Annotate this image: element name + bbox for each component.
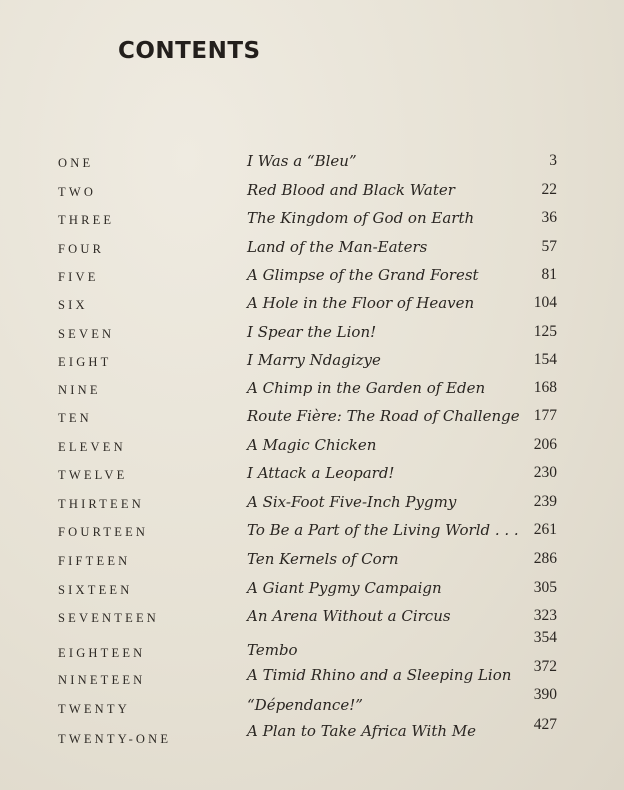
chapter-number: TWENTY [58, 702, 130, 716]
chapter-number: FIVE [58, 270, 99, 284]
chapter-page: 261 [533, 521, 557, 538]
toc-row [0, 238, 624, 262]
chapter-title: Land of the Man-Eaters [247, 238, 428, 256]
chapter-title: I Marry Ndagizye [247, 351, 381, 369]
chapter-page: 305 [533, 579, 557, 596]
toc-row [0, 152, 624, 176]
chapter-title: Ten Kernels of Corn [247, 550, 399, 568]
chapter-title: Route Fière: The Road of Challenge [247, 407, 520, 425]
chapter-page: 125 [533, 323, 557, 340]
chapter-page: 177 [533, 407, 557, 424]
toc-row [0, 521, 624, 545]
chapter-number: NINETEEN [58, 673, 146, 687]
toc-row [0, 407, 624, 431]
chapter-number: SIX [58, 298, 88, 312]
chapter-title: Red Blood and Black Water [247, 181, 455, 199]
chapter-page: 286 [533, 550, 557, 567]
toc-row [0, 716, 624, 746]
chapter-number: TEN [58, 411, 92, 425]
chapter-page: 36 [541, 209, 557, 226]
toc-row [0, 658, 624, 690]
toc-row [0, 464, 624, 488]
chapter-number: SEVENTEEN [58, 611, 160, 625]
toc-row [0, 493, 624, 517]
chapter-number: ELEVEN [58, 440, 126, 454]
toc-row [0, 379, 624, 403]
toc-row [0, 266, 624, 290]
chapter-number: TWELVE [58, 468, 128, 482]
chapter-page: 22 [541, 181, 557, 198]
toc-row [0, 629, 624, 661]
chapter-title: I Spear the Lion! [247, 323, 377, 341]
chapter-title: An Arena Without a Circus [247, 607, 451, 625]
chapter-title: I Attack a Leopard! [247, 464, 395, 482]
chapter-title: To Be a Part of the Living World . . . [247, 521, 519, 539]
toc-row [0, 351, 624, 375]
chapter-title: A Plan to Take Africa With Me [247, 722, 477, 740]
chapter-page: 427 [533, 716, 557, 733]
toc-row [0, 181, 624, 205]
chapter-number: NINE [58, 383, 101, 397]
chapter-title: A Giant Pygmy Campaign [247, 579, 442, 597]
chapter-number: SIXTEEN [58, 583, 133, 597]
toc-row [0, 323, 624, 347]
chapter-number: TWO [58, 185, 97, 199]
chapter-number: THREE [58, 213, 115, 227]
chapter-page: 390 [533, 686, 557, 703]
toc-row [0, 550, 624, 574]
toc-row [0, 436, 624, 460]
chapter-page: 372 [533, 658, 557, 675]
chapter-title: A Six-Foot Five-Inch Pygmy [247, 493, 457, 511]
chapter-page: 104 [533, 294, 557, 311]
chapter-page: 323 [533, 607, 557, 624]
chapter-page: 81 [541, 266, 557, 283]
chapter-title: A Hole in the Floor of Heaven [247, 294, 475, 312]
chapter-page: 239 [533, 493, 557, 510]
chapter-title: I Was a “Bleu” [247, 152, 357, 170]
toc-row [0, 209, 624, 233]
chapter-title: The Kingdom of God on Earth [247, 209, 475, 227]
chapter-title: A Magic Chicken [247, 436, 377, 454]
chapter-title: Tembo [247, 641, 298, 659]
chapter-number: EIGHTEEN [58, 646, 146, 660]
chapter-number: FOURTEEN [58, 525, 149, 539]
toc-row [0, 294, 624, 318]
chapter-page: 230 [533, 464, 557, 481]
chapter-page: 3 [549, 152, 557, 169]
chapter-number: EIGHT [58, 355, 112, 369]
chapter-title: A Glimpse of the Grand Forest [247, 266, 479, 284]
chapter-title: A Timid Rhino and a Sleeping Lion [247, 666, 512, 684]
toc-row [0, 579, 624, 603]
toc-row [0, 686, 624, 720]
chapter-page: 168 [533, 379, 557, 396]
chapter-number: SEVEN [58, 327, 115, 341]
chapter-page: 354 [533, 629, 557, 646]
chapter-number: FIFTEEN [58, 554, 131, 568]
chapter-title: “Dépendance!” [247, 696, 363, 714]
chapter-page: 206 [533, 436, 557, 453]
chapter-number: ONE [58, 156, 94, 170]
chapter-page: 57 [541, 238, 557, 255]
toc-row [0, 607, 624, 631]
chapter-number: TWENTY-ONE [58, 732, 172, 746]
chapter-title: A Chimp in the Garden of Eden [247, 379, 486, 397]
chapter-number: FOUR [58, 242, 105, 256]
page-title: CONTENTS [118, 38, 261, 64]
chapter-number: THIRTEEN [58, 497, 144, 511]
chapter-page: 154 [533, 351, 557, 368]
